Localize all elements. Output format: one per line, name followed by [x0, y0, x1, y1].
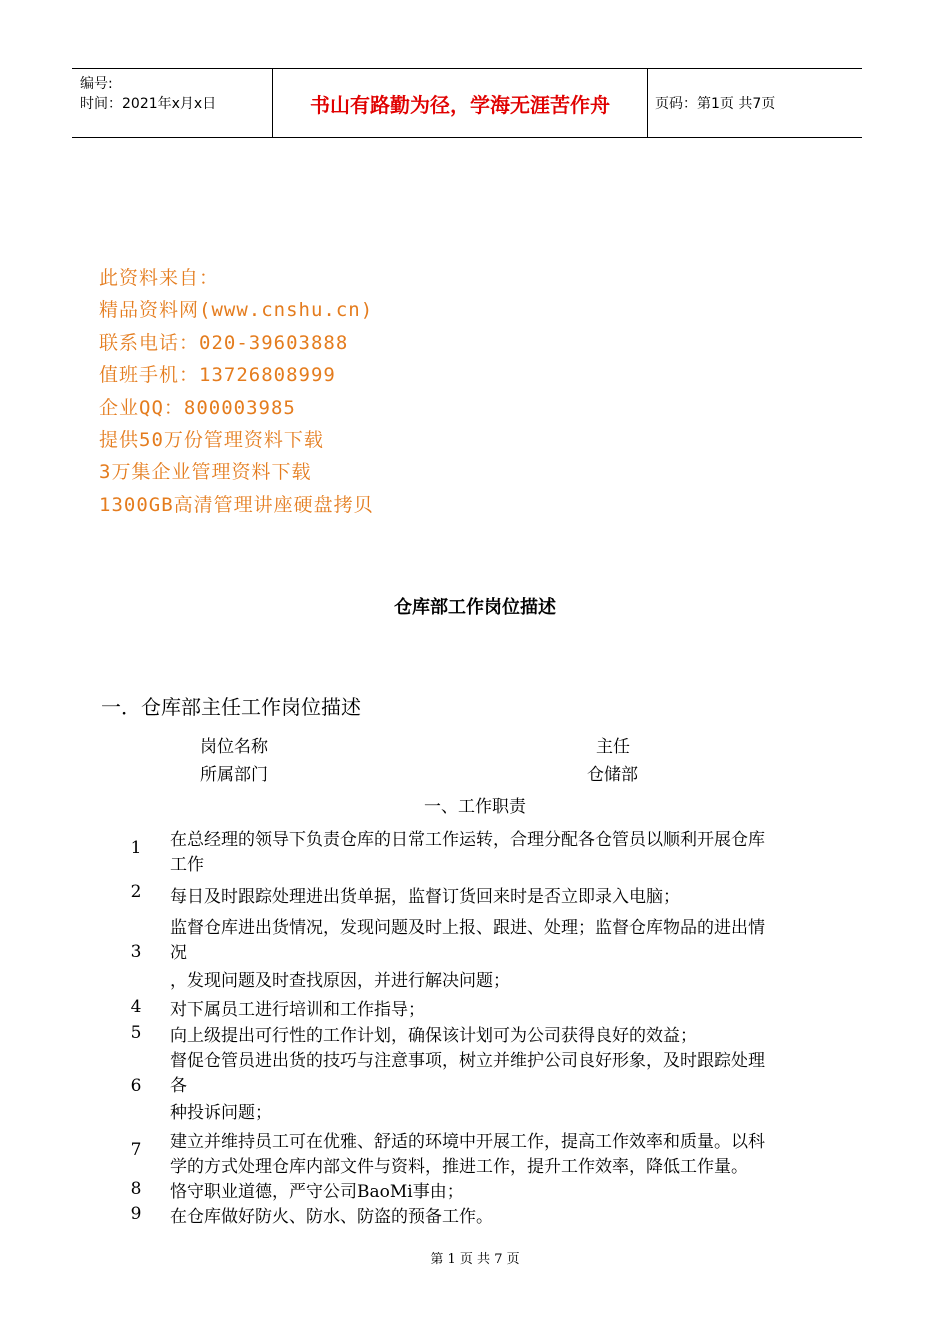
duty-number: 4 [130, 997, 142, 1017]
position-label: 岗位名称 [200, 737, 268, 757]
document-time: 时间：2021年x月x日 [80, 96, 217, 112]
promo-line: 联系电话：020-39603888 [99, 331, 349, 354]
document-number-label: 编号: [80, 76, 113, 92]
duty-text: 各 [170, 1076, 187, 1096]
duty-text: 督促仓管员进出货的技巧与注意事项，树立并维护公司良好形象，及时跟踪处理 [170, 1051, 765, 1071]
duty-number: 7 [130, 1140, 142, 1160]
duty-text: 种投诉问题； [170, 1103, 272, 1123]
department-value: 仓储部 [587, 765, 638, 785]
duty-text: 建立并维持员工可在优雅、舒适的环境中开展工作，提高工作效率和质量。以科 [170, 1132, 765, 1152]
promo-line: 3万集企业管理资料下载 [99, 461, 312, 484]
duty-text: 在总经理的领导下负责仓库的日常工作运转，合理分配各仓管员以顺利开展仓库 [170, 830, 765, 850]
duty-text: 恪守职业道德，严守公司BaoMi事由； [170, 1182, 464, 1202]
header-motto: 书山有路勤为径，学海无涯苦作舟 [272, 69, 648, 137]
duty-text: 学的方式处理仓库内部文件与资料，推进工作，提升工作效率，降低工作量。 [170, 1157, 748, 1177]
duty-number: 2 [130, 882, 142, 902]
duty-text: 每日及时跟踪处理进出货单据，监督订货回来时是否立即录入电脑； [170, 887, 680, 907]
promo-line: 值班手机：13726808999 [99, 364, 336, 387]
promo-line: 精品资料网(www.cnshu.cn) [99, 299, 374, 322]
duty-text: 向上级提出可行性的工作计划，确保该计划可为公司获得良好的效益； [170, 1026, 697, 1046]
duty-text: 监督仓库进出货情况，发现问题及时上报、跟进、处理；监督仓库物品的进出情 [170, 918, 765, 938]
department-label: 所属部门 [200, 765, 268, 785]
duty-text: 对下属员工进行培训和工作指导； [170, 1000, 425, 1020]
duty-number: 8 [130, 1179, 142, 1199]
promo-line: 1300GB高清管理讲座硬盘拷贝 [99, 493, 374, 516]
promo-block [99, 262, 374, 521]
duties-heading: 一、工作职责 [424, 797, 526, 817]
duty-number: 5 [130, 1023, 142, 1043]
document-title: 仓库部工作岗位描述 [394, 597, 556, 618]
header-page-info: 页码：第1页 共7页 [655, 96, 776, 112]
duty-text: ，发现问题及时查找原因，并进行解决问题； [170, 971, 510, 991]
duty-text: 在仓库做好防火、防水、防盗的预备工作。 [170, 1207, 493, 1227]
duty-number: 6 [130, 1076, 142, 1096]
promo-line: 提供50万份管理资料下载 [99, 428, 324, 451]
duty-number: 3 [130, 942, 142, 962]
duty-text: 工作 [170, 855, 204, 875]
page-header [72, 68, 862, 138]
page-footer: 第 1 页 共 7 页 [430, 1252, 520, 1267]
section-title: 一．仓库部主任工作岗位描述 [101, 695, 361, 719]
duty-text: 况 [170, 943, 187, 963]
promo-line: 此资料来自： [99, 267, 220, 289]
duty-number: 1 [130, 838, 142, 858]
duty-number: 9 [130, 1204, 142, 1224]
promo-line: 企业QQ：800003985 [99, 396, 296, 419]
header-meta [72, 69, 272, 137]
position-value: 主任 [596, 737, 630, 757]
